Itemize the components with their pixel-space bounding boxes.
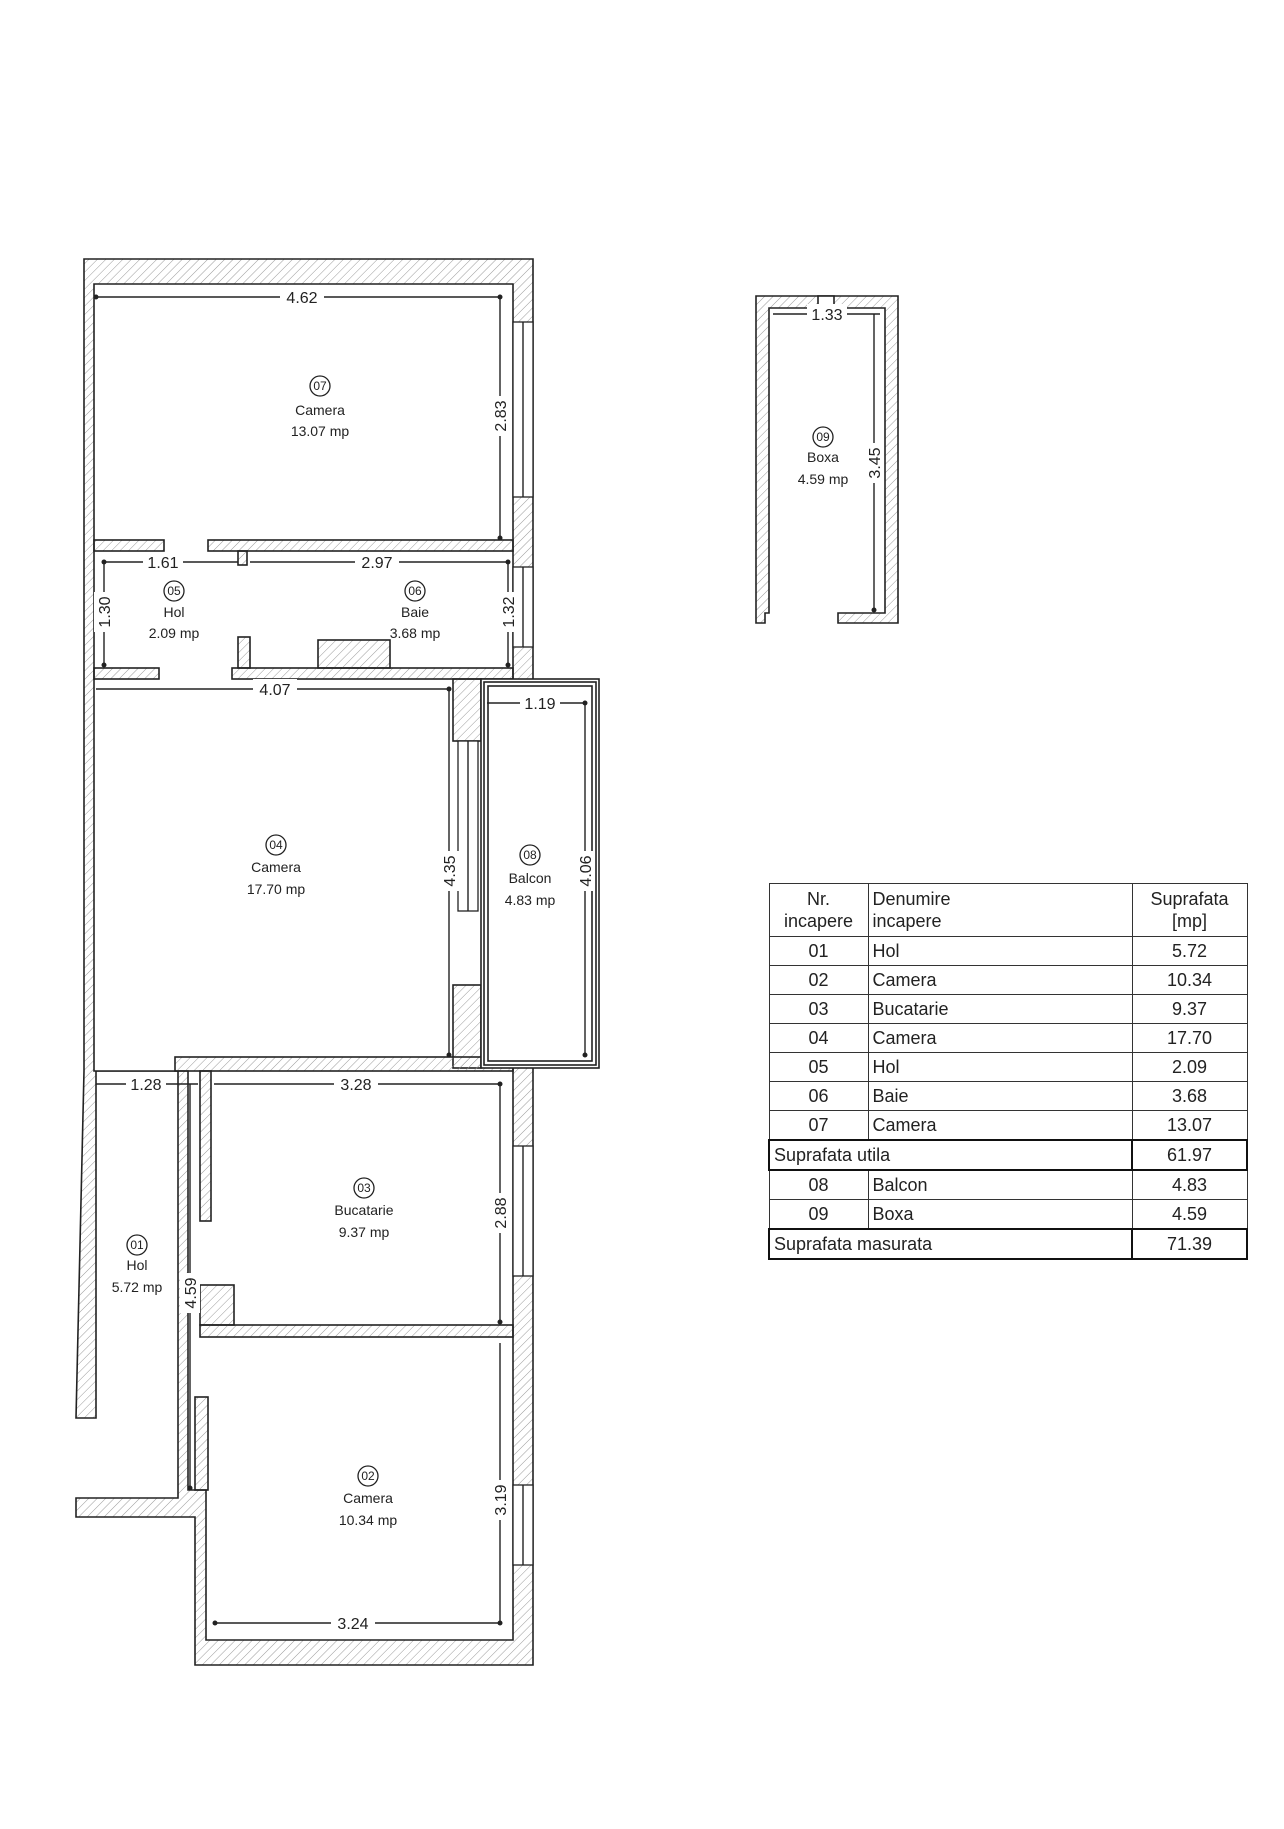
row-name: Boxa — [868, 1200, 1132, 1230]
row-area: 9.37 — [1132, 995, 1247, 1024]
row-area: 5.72 — [1132, 937, 1247, 966]
svg-text:09: 09 — [816, 430, 830, 444]
svg-text:05: 05 — [167, 584, 181, 598]
svg-text:4.83 mp: 4.83 mp — [504, 892, 556, 908]
total-useful-label: Suprafata utila — [769, 1140, 1132, 1170]
row-nr: 03 — [769, 995, 868, 1024]
svg-text:08: 08 — [523, 848, 537, 862]
dim-label: 4.62 — [286, 290, 318, 307]
dim-label: 2.83 — [493, 400, 510, 432]
table-row — [769, 1024, 1247, 1053]
dim-label: 4.07 — [259, 682, 291, 699]
room-label-01 — [112, 1235, 163, 1295]
svg-text:4.59 mp: 4.59 mp — [797, 471, 849, 487]
header-name: Denumire incapere — [868, 884, 1132, 937]
row-name: Bucatarie — [868, 995, 1132, 1024]
svg-text:Camera: Camera — [251, 859, 301, 875]
total-useful-row — [769, 1140, 1247, 1170]
row-nr: 08 — [769, 1170, 868, 1200]
svg-text:Balcon: Balcon — [508, 870, 552, 886]
svg-text:02: 02 — [361, 1469, 375, 1483]
dim-label: 3.45 — [867, 447, 884, 479]
area-table — [768, 883, 1248, 1260]
table-row — [769, 1053, 1247, 1082]
dim-label: 2.88 — [493, 1197, 510, 1229]
table-row — [769, 1200, 1247, 1230]
dim-label: 2.97 — [361, 555, 393, 572]
svg-text:Hol: Hol — [163, 604, 185, 620]
svg-text:5.72 mp: 5.72 mp — [111, 1279, 163, 1295]
dim-label: 4.06 — [578, 855, 595, 887]
table-row — [769, 1170, 1247, 1200]
row-name: Camera — [868, 1111, 1132, 1141]
total-measured-area: 71.39 — [1132, 1229, 1247, 1259]
dim-label: 1.28 — [130, 1077, 162, 1094]
dim-label: 1.61 — [147, 555, 179, 572]
svg-text:04: 04 — [269, 838, 283, 852]
svg-text:Camera: Camera — [295, 402, 345, 418]
row-nr: 07 — [769, 1111, 868, 1141]
row-name: Camera — [868, 966, 1132, 995]
total-useful-area: 61.97 — [1132, 1140, 1247, 1170]
row-area: 17.70 — [1132, 1024, 1247, 1053]
row-nr: 09 — [769, 1200, 868, 1230]
header-area: Suprafata [mp] — [1132, 884, 1247, 937]
svg-text:Hol: Hol — [126, 1257, 148, 1273]
dim-label: 4.35 — [442, 855, 459, 887]
total-measured-label: Suprafata masurata — [769, 1229, 1132, 1259]
svg-text:10.34 mp: 10.34 mp — [338, 1512, 398, 1528]
table-row — [769, 1082, 1247, 1111]
row-nr: 04 — [769, 1024, 868, 1053]
row-area: 4.59 — [1132, 1200, 1247, 1230]
row-area: 3.68 — [1132, 1082, 1247, 1111]
dim-label: 1.32 — [501, 596, 518, 628]
svg-text:Boxa: Boxa — [807, 449, 839, 465]
dim-label: 1.33 — [811, 307, 843, 324]
svg-text:Bucatarie: Bucatarie — [334, 1202, 394, 1218]
row-name: Balcon — [868, 1170, 1132, 1200]
svg-text:13.07 mp: 13.07 mp — [290, 423, 350, 439]
row-name: Hol — [868, 937, 1132, 966]
svg-text:Baie: Baie — [400, 604, 430, 620]
row-name: Camera — [868, 1024, 1132, 1053]
svg-text:Camera: Camera — [343, 1490, 393, 1506]
svg-text:01: 01 — [130, 1238, 144, 1252]
row-name: Hol — [868, 1053, 1132, 1082]
svg-text:06: 06 — [408, 584, 422, 598]
apartment-walls — [76, 259, 533, 1665]
dim-label: 1.30 — [97, 596, 114, 628]
svg-text:07: 07 — [313, 379, 327, 393]
dim-label: 3.24 — [337, 1616, 369, 1633]
row-area: 4.83 — [1132, 1170, 1247, 1200]
row-area: 13.07 — [1132, 1111, 1247, 1141]
svg-text:17.70 mp: 17.70 mp — [246, 881, 306, 897]
row-name: Baie — [868, 1082, 1132, 1111]
table-header — [769, 884, 1247, 937]
svg-text:3.68 mp: 3.68 mp — [389, 625, 441, 641]
dim-label: 3.28 — [340, 1077, 372, 1094]
table-row — [769, 1111, 1247, 1141]
dim-label: 1.19 — [524, 696, 556, 713]
row-nr: 06 — [769, 1082, 868, 1111]
room-label-09 — [798, 427, 849, 487]
table-row — [769, 966, 1247, 995]
dim-label: 3.19 — [493, 1484, 510, 1516]
row-nr: 02 — [769, 966, 868, 995]
svg-text:2.09 mp: 2.09 mp — [148, 625, 200, 641]
row-area: 2.09 — [1132, 1053, 1247, 1082]
dim-label: 4.59 — [183, 1277, 200, 1309]
svg-text:03: 03 — [357, 1181, 371, 1195]
total-measured-row — [769, 1229, 1247, 1259]
header-nr: Nr. incapere — [769, 884, 868, 937]
row-nr: 01 — [769, 937, 868, 966]
row-area: 10.34 — [1132, 966, 1247, 995]
table-row — [769, 995, 1247, 1024]
svg-text:9.37 mp: 9.37 mp — [338, 1224, 390, 1240]
table-row — [769, 937, 1247, 966]
row-nr: 05 — [769, 1053, 868, 1082]
